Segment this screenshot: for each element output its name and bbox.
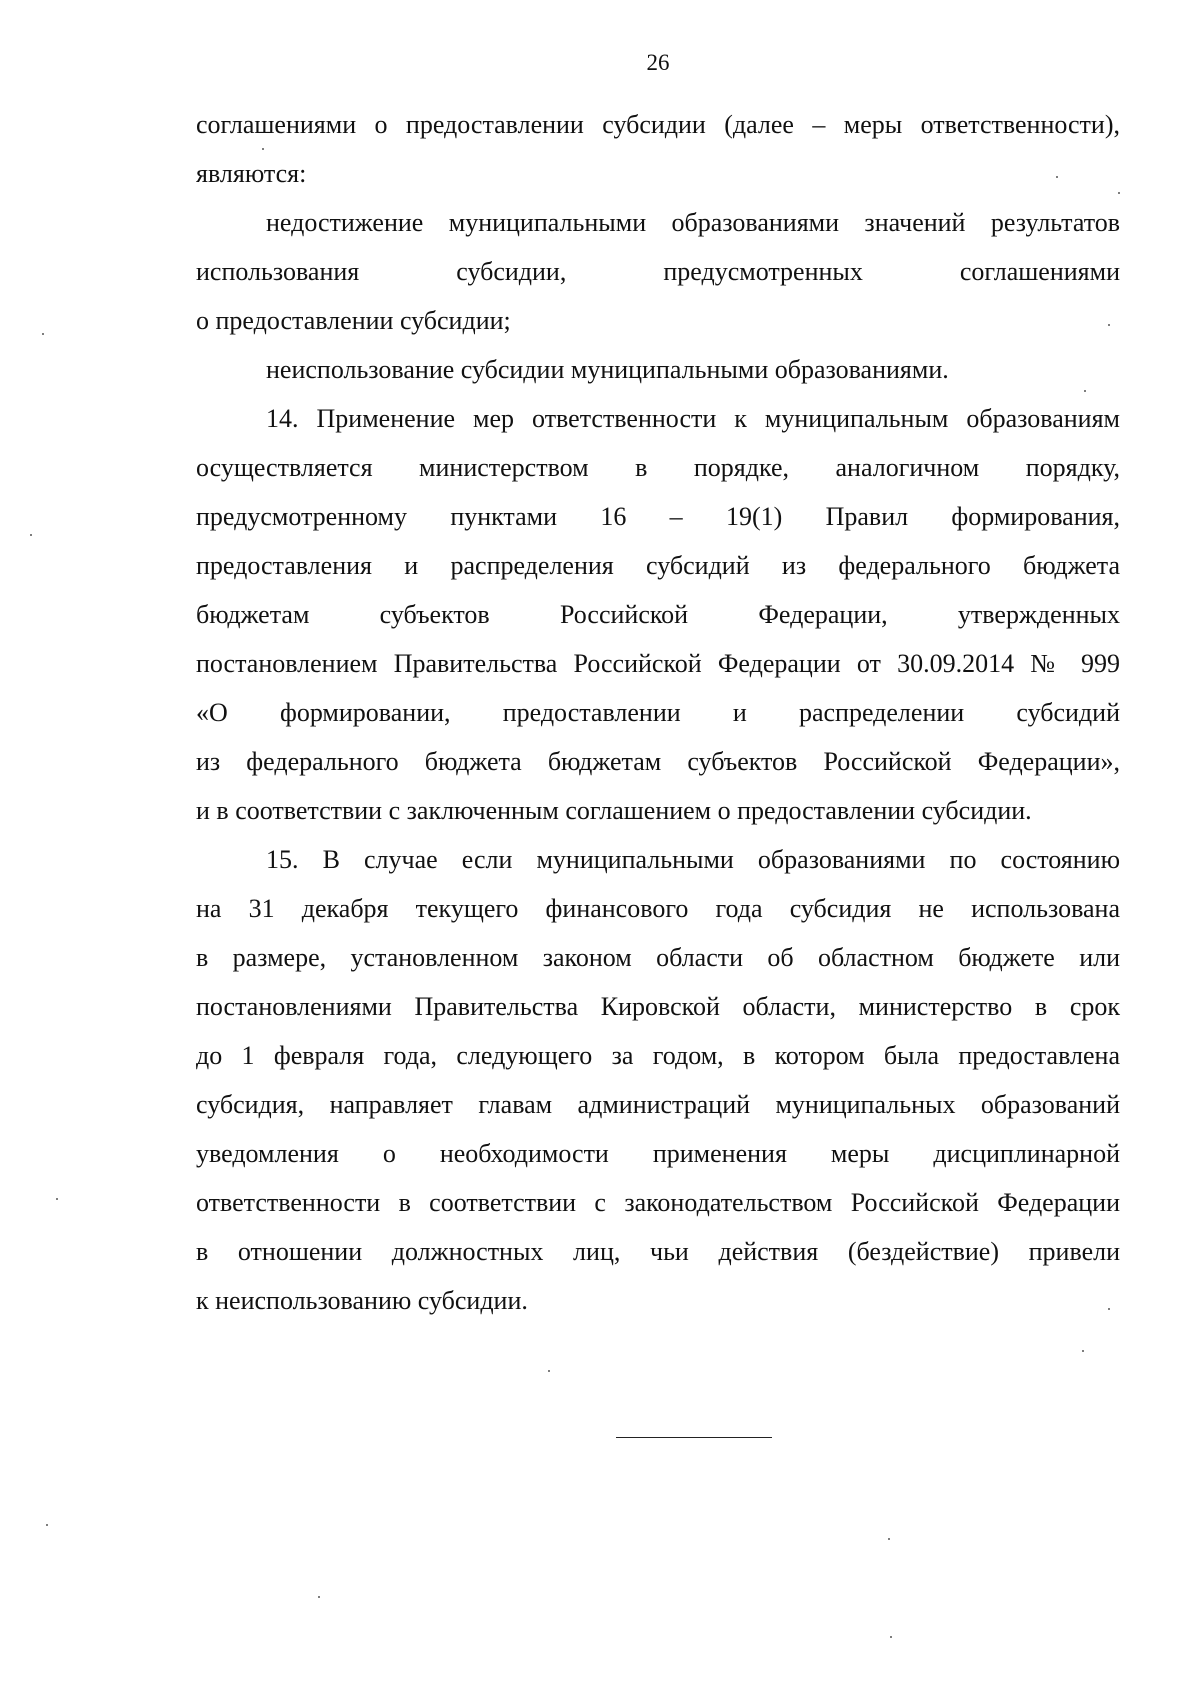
scan-speck [262,148,264,150]
text-line: постановлениями Правительства Кировской области, министерство в срок [196,992,1120,1021]
scan-speck [1082,1350,1084,1352]
scan-speck [46,1524,48,1526]
text-line: субсидия, направляет главам администраций муниципальных образований [196,1090,1120,1119]
text-line: и в соответствии с заключенным соглашением о предоставлении субсидии. [196,796,1032,825]
scan-speck [42,333,44,335]
text-line: 15. В случае если муниципальными образованиями по состоянию [266,845,1120,874]
scan-speck [30,534,32,536]
text-line: бюджетам субъектов Российской Федерации, утвержденных [196,600,1120,629]
text-line: к неиспользованию субсидии. [196,1286,528,1315]
scan-speck [318,1596,320,1598]
scan-speck [548,1370,550,1372]
text-line: на 31 декабря текущего финансового года субсидия не использована [196,894,1120,923]
page-number: 26 [646,50,670,75]
text-line: в размере, установленном законом области об областном бюджете или [196,943,1120,972]
text-line: «О формировании, предоставлении и распределении субсидий [196,698,1120,727]
text-line: до 1 февраля года, следующего за годом, в котором была предоставлена [196,1041,1120,1070]
scan-speck [890,1636,892,1638]
text-line: в отношении должностных лиц, чьи действия (бездействие) привели [196,1237,1120,1266]
text-line: предусмотренному пунктами 16 – 19(1) Правил формирования, [196,502,1120,531]
text-line: предоставления и распределения субсидий из федерального бюджета [196,551,1120,580]
scan-speck [888,1538,890,1540]
scan-speck [1108,324,1110,326]
text-line: уведомления о необходимости применения меры дисциплинарной [196,1139,1120,1168]
document-body [196,100,1120,1325]
scan-speck [1084,390,1086,392]
text-line: осуществляется министерством в порядке, аналогичном порядку, [196,453,1120,482]
text-line: о предоставлении субсидии; [196,306,511,335]
text-line: являются: [196,159,307,188]
text-line: ответственности в соответствии с законодательством Российской Федерации [196,1188,1120,1217]
end-separator-line [616,1437,772,1438]
scan-speck [1056,176,1058,178]
scan-speck [56,1198,58,1200]
text-line: из федерального бюджета бюджетам субъектов Российской Федерации», [196,747,1120,776]
text-line: соглашениями о предоставлении субсидии (далее – меры ответственности), [196,110,1120,139]
text-line: неиспользование субсидии муниципальными образованиями. [266,355,949,384]
text-line: 14. Применение мер ответственности к муниципальным образованиям [266,404,1120,433]
scan-speck [1108,1308,1110,1310]
text-line: недостижение муниципальными образованиями значений результатов [266,208,1120,237]
text-line: постановлением Правительства Российской Федерации от 30.09.2014 № 999 [196,649,1120,678]
scan-speck [1118,192,1120,194]
text-line: использования субсидии, предусмотренных соглашениями [196,257,1120,286]
